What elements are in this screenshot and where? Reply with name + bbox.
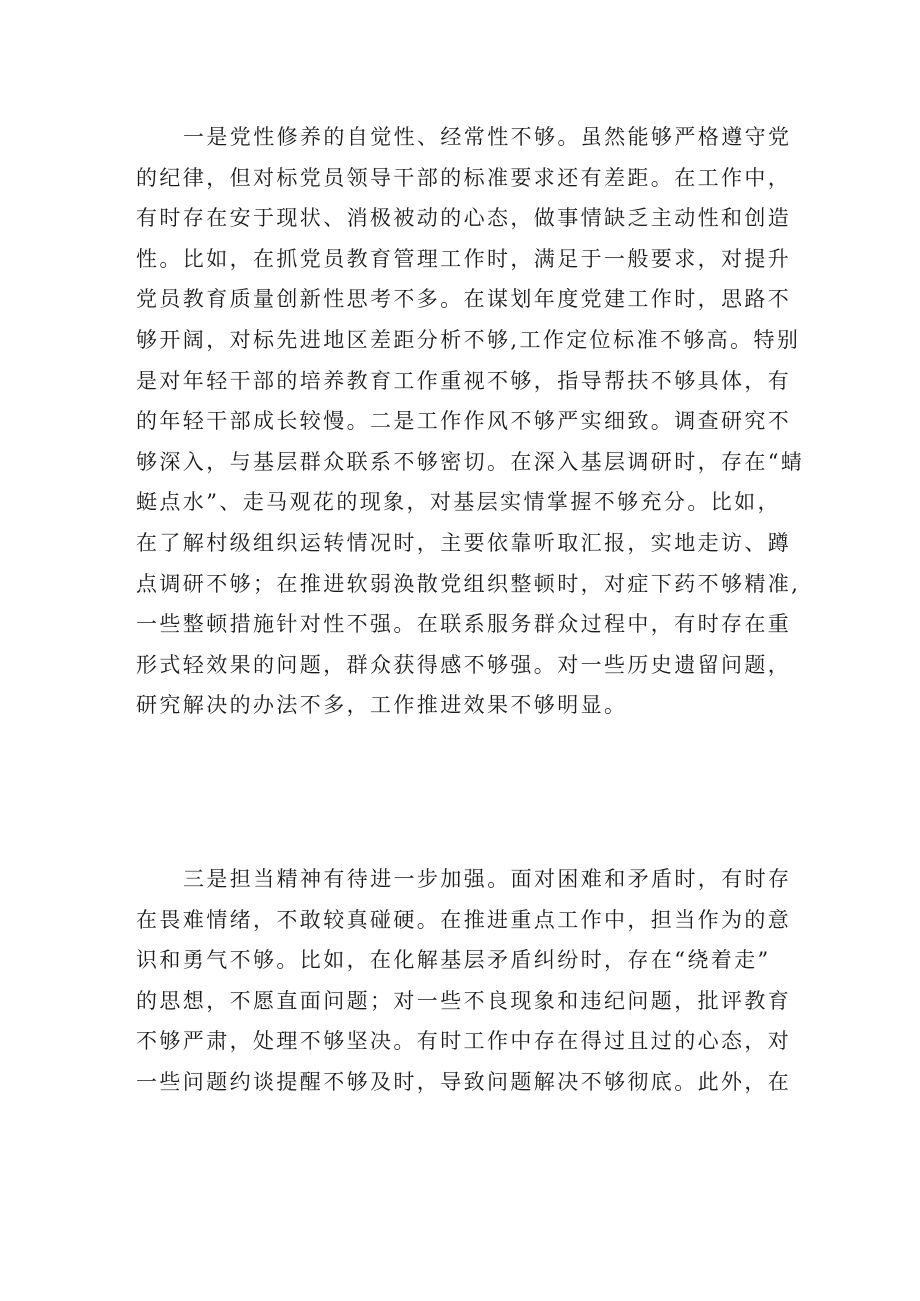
text-line: 性。比如，在抓党员教育管理工作时，满足于一般要求，对提升 [136,246,792,271]
text-line: 党员教育质量创新性思考不多。在谋划年度党建工作时，思路不 [136,287,792,312]
text-line: 有时存在安于现状、消极被动的心态，做事情缺乏主动性和创造 [136,206,792,231]
text-line: 在畏难情绪，不敢较真碰硬。在推进重点工作中，担当作为的意 [136,907,792,932]
text-line: 的思想，不愿直面问题；对一些不良现象和违纪问题，批评教育 [136,988,792,1013]
text-line: 三是担当精神有待进一步加强。面对困难和矛盾时，有时存 [183,867,792,891]
text-line: 在了解村级组织运转情况时，主要依靠听取汇报，实地走访、蹲 [136,530,792,555]
text-line: 一是党性修养的自觉性、经常性不够。虽然能够严格遵守党 [183,125,792,149]
text-line: 识和勇气不够。比如，在化解基层矛盾纠纷时，存在“绕着走” [136,948,771,973]
text-line: 点调研不够；在推进软弱涣散党组织整顿时，对症下药不够精准, [136,571,801,596]
text-line: 的年轻干部成长较慢。二是工作作风不够严实细致。调查研究不 [136,409,792,434]
paragraph-1 [136,117,805,726]
text-line: 蜓点水”、走马观花的现象，对基层实情掌握不够充分。比如， [136,490,781,515]
text-line: 的纪律，但对标党员领导干部的标准要求还有差距。在工作中， [136,165,792,190]
text-line: 一些问题约谈提醒不够及时，导致问题解决不够彻底。此外，在 [136,1069,792,1094]
text-line: 研究解决的办法不多，工作推进效果不够明显。 [136,693,628,718]
text-line: 一些整顿措施针对性不强。在联系服务群众过程中，有时存在重 [136,612,792,637]
paragraph-2 [136,859,796,1103]
text-line: 形式轻效果的问题，群众获得感不够强。对一些历史遗留问题， [136,652,792,677]
text-line: 够深入，与基层群众联系不够密切。在深入基层调研时，存在“蜻 [136,449,805,474]
text-line: 够开阔，对标先进地区差距分析不够,工作定位标准不够高。特别 [136,327,801,352]
text-line: 不够严肃，处理不够坚决。有时工作中存在得过且过的心态，对 [136,1029,792,1054]
text-line: 是对年轻干部的培养教育工作重视不够，指导帮扶不够具体，有 [136,368,792,393]
